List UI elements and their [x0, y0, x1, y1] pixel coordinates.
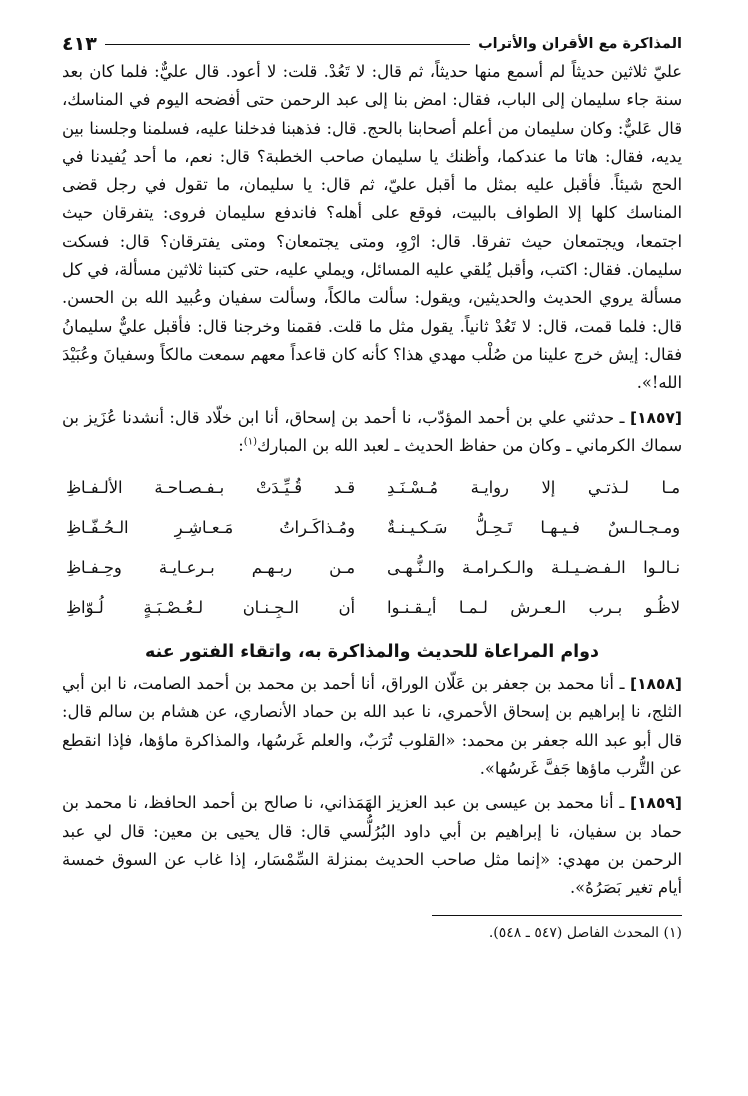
entry-1858: [62, 670, 682, 783]
book-page: [62, 30, 682, 946]
entry-text: ـ أنا محمد بن جعفر بن عَلّان الوراق، أنا أحمد بن محمد بن أحمد الصامت، نا ابن أبي الثلج، نا إبراهيم بن إسحاق الأحمري، نا عبد الله بن حماد الأنصاري، عن هشام بن سالم قال: قال أبو عبد الله جعفر بن محمد: «القلوب تُرَبٌ، والعلم غَرسُها، والمذاكرة ماؤها، فإذا انقطع عن التُّرب ماؤها جَفَّ غَرسُها».: [62, 674, 682, 779]
entry-1859: [62, 789, 682, 902]
entry-number: [١٨٥٧]: [629, 408, 682, 427]
page-header: [62, 30, 682, 58]
entry-tail: :: [238, 435, 244, 455]
poem: [62, 468, 682, 628]
footnote-rule: [432, 915, 682, 916]
poem-hemistich: أن الـجِـنـان لـعُـصْـبَـةٍ لُـوّاظِ: [66, 598, 355, 618]
page-number: ٤١٣: [62, 33, 97, 55]
entry-text: ـ أنا محمد بن عيسى بن عبد العزيز الهَمَذاني، نا صالح بن أحمد الحافظ، نا محمد بن حماد بن سفيان، نا إبراهيم بن أبي داود البُرُلُّسي قال: قال يحيى بن معين: قال لي عبد الرحمن بن مهدي: «إنما مثل صاحب الحديث بمنزلة السِّمْسَار، إذا غاب عن السوق خمسة أيام تغير بَصَرُهُ».: [62, 793, 682, 898]
footnotes: [62, 915, 682, 946]
continuation-paragraph: عليّ ثلاثين حديثاً لم أسمع منها حديثاً، ثم قال: لا تَعُدْ. قلت: لا أعود. قال عليٌّ: فلما كان بعد سنة جاء سليمان إلى الباب، فقال: امض بنا إلى عبد الرحمن حتى أفضحه اليوم في المناسك، قال عَليٌّ: وكان سليمان من أعلم أصحابنا بالحج. قال: فذهبنا فدخلنا عليه، فسلمنا وجلسنا بين يديه، فقال: هاتا ما عندكما، وأظنك يا سليمان صاحب الخطبة؟ قال: نعم، ما أحد يُفيدنا في الحج شيئاً. فأقبل عليه بمثل ما أقبل عليّ، ثم قال: يا سليمان، ما تقول في رجل قضى المناسك كلها إلا الطواف بالبيت، فوقع على أهله؟ فاندفع سليمان فروى: يتفرقان حيث اجتمعا، ويجتمعان حيث تفرقا. قال: ارْوِ، ومتى يجتمعان؟ ومتى يفترقان؟ قال: فسكت سليمان. فقال: اكتب، وأقبل يُلقي عليه المسائل، ويملي عليه، حتى كتبنا ثلاثين مسألة، في كل مسألة يروي الحديث والحديثين، ويقول: سألت مالكاً، وسألت سفيان وعُبيد الله بن الحسن. قال: فلما قمت، قال: لا تَعُدْ ثانياً. يقول مثل ما قلت. فقمنا وخرجنا قال: فأقبل عليٌّ سليمانُ فقال: إيش خرج علينا من صُلْب مهدي هذا؟ كأنه كان قاعداً معهم سمعت مالكاً وسفيانَ وعُبَيْدَ الله!».: [62, 62, 682, 393]
footnote-ref: (١): [243, 436, 257, 448]
poem-hemistich: مـن ربـهـم بـرعـايـة وحِـفـاظِ: [66, 558, 355, 578]
poem-hemistich: ومـجـالـسٌ فـيـهـا تَـحِـلُّ سَـكـيـنـةٌ: [387, 518, 680, 538]
entry-number: [١٨٥٨]: [629, 675, 682, 694]
section-heading: دوام المراعاة للحديث والمذاكرة به، واتقاء الفتور عنه: [144, 642, 600, 663]
header-rule: [105, 44, 470, 45]
entry-text: ـ حدثني علي بن أحمد المؤدّب، نا أحمد بن إسحاق، أنا ابن خلّاد قال: أنشدنا عُزَيز بن سماك الكرماني ـ وكان من حفاظ الحديث ـ لعبد الله بن المبارك: [62, 407, 682, 455]
poem-hemistich: قـد قُـيِّـدَتْ بـفـصـاحـة الألـفـاظِ: [66, 478, 355, 498]
running-title: المذاكرة مع الأقران والأتراب: [478, 36, 682, 52]
entry-1857: [62, 404, 682, 461]
poem-hemistich: لاظُـو بـرب الـعـرش لـمـا أيـقـنـوا: [387, 598, 680, 618]
entry-number: [١٨٥٩]: [629, 794, 682, 813]
poem-hemistich: مـا لـذتـي إلا روايـة مُـسْـنَـدِ: [387, 478, 680, 498]
footnote: (١) المحدث الفاصل (٥٤٧ ـ ٥٤٨).: [488, 924, 682, 941]
poem-hemistich: نـالـوا الـفـضـيـلـة والـكـرامـة والـنُّـهـى: [387, 558, 680, 578]
poem-hemistich: ومُـذاكَـراتُ مَـعـاشِـرِ الـحُـفّـاظِ: [66, 518, 355, 538]
